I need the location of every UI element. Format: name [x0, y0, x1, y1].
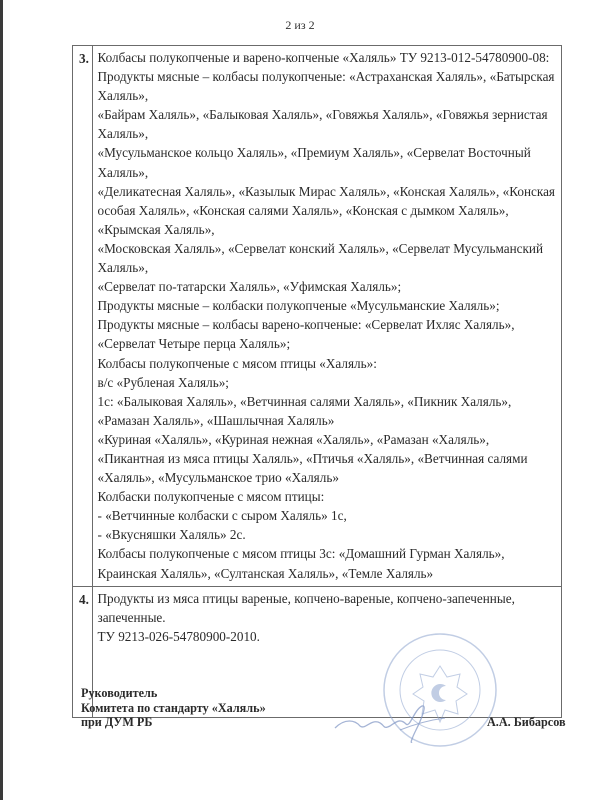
content-line: «Деликатесная Халяль», «Казылык Мирас Халяль», «Конская Халяль», «Конская [97, 183, 555, 199]
row-content [92, 46, 562, 587]
content-line: Халяль», [97, 260, 149, 276]
signatory-title-line: Руководитель [81, 686, 158, 700]
content-line: особая Халяль», «Конская салями Халяль», «Конская с дымком Халяль», [97, 202, 509, 218]
content-line: Колбасы полукопченые с мясом птицы 3с: «Домашний Гурман Халяль», [97, 546, 505, 562]
content-line: Колбасы полукопченые с мясом птицы «Халяль»: [97, 355, 377, 371]
content-line: «Куриная «Халяль», «Куриная нежная «Халяль», «Рамазан «Халяль», [97, 431, 490, 447]
content-line: Халяль», [97, 126, 149, 142]
content-line: ТУ 9213-026-54780900-2010. [97, 628, 260, 644]
signer-name: А.А. Бибарсов [487, 715, 566, 729]
page-number: 2 из 2 [285, 18, 315, 32]
content-line: «Рамазан Халяль», «Шашлычная Халяль» [97, 412, 335, 428]
content-line: Продукты мясные – колбасы полукопченые: «Астраханская Халяль», «Батырская [97, 69, 555, 85]
content-line: Колбасы полукопченые и варено-копченые «Халяль» ТУ 9213-012-54780900-08: [97, 50, 550, 65]
products-table [72, 45, 562, 718]
signature [330, 700, 460, 745]
content-line: Халяль», [97, 164, 149, 180]
row-number: 3. [73, 46, 93, 587]
signatory-title-line: при ДУМ РБ [81, 715, 153, 729]
signatory-title [81, 686, 266, 730]
content-line: запеченные. [97, 609, 166, 625]
signatory-title-line: Комитета по стандарту «Халяль» [81, 700, 266, 715]
scan-edge [0, 0, 3, 800]
content-line: 1с: «Балыковая Халяль», «Ветчинная салями Халяль», «Пикник Халяль», [97, 393, 512, 409]
content-line: «Байрам Халяль», «Балыковая Халяль», «Говяжья Халяль», «Говяжья зернистая [97, 107, 548, 123]
content-line: «Сервелат по-татарски Халяль», «Уфимская Халяль»; [97, 279, 402, 295]
content-line: «Сервелат Четыре перца Халяль»; [97, 336, 291, 352]
content-line: Продукты из мяса птицы вареные, копчено-вареные, копчено-запеченные, [97, 590, 515, 606]
row-number: 4. [73, 586, 93, 717]
content-line: - «Вкусняшки Халяль» 2с. [97, 527, 246, 543]
content-line: Продукты мясные – колбасы варено-копченые: «Сервелат Ихляс Халяль», [97, 317, 515, 333]
content-line: «Мусульманское кольцо Халяль», «Премиум Халяль», «Сервелат Восточный [97, 145, 531, 161]
content-line: «Пикантная из мяса птицы Халяль», «Птичья «Халяль», «Ветчинная салями [97, 450, 528, 466]
content-line: Колбаски полукопченые с мясом птицы: [97, 489, 325, 505]
content-line: в/с «Рубленая Халяль»; [97, 374, 229, 390]
content-line: Краинская Халяль», «Султанская Халяль», «Темле Халяль» [97, 565, 434, 581]
content-line: «Крымская Халяль», [97, 221, 215, 237]
content-line: - «Ветчинные колбаски с сыром Халяль» 1с, [97, 508, 347, 524]
table-row [73, 46, 562, 587]
content-line: «Халяль», «Мусульманское трио «Халяль» [97, 470, 339, 486]
content-line: Халяль», [97, 88, 149, 104]
content-line: «Московская Халяль», «Сервелат конский Халяль», «Сервелат Мусульманский [97, 240, 544, 256]
content-line: Продукты мясные – колбаски полукопченые «Мусульманские Халяль»; [97, 298, 500, 314]
